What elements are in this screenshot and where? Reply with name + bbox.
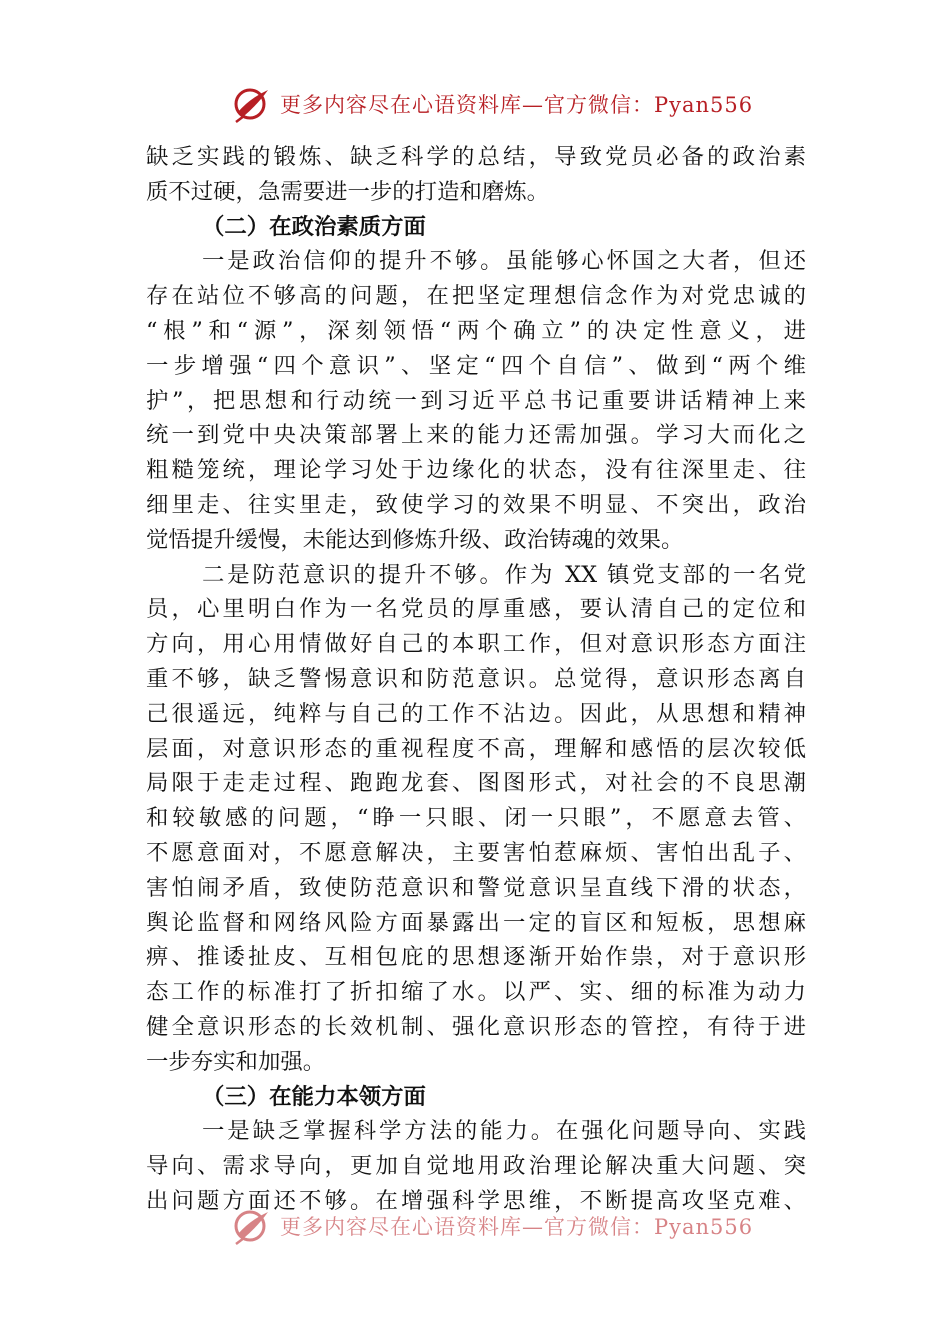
text-line: 员，心里明白作为一名党员的厚重感，要认清自己的定位和 [146,596,806,623]
text-line: 二是防范意识的提升不够。作为 XX 镇党支部的一名党 [202,561,806,588]
pen-logo-icon [230,1204,274,1248]
section-heading: （三）在能力本领方面 [202,1083,426,1110]
text-line: 粗糙笼统，理论学习处于边缘化的状态，没有往深里走、往 [146,457,806,484]
text-line: 层面，对意识形态的重视程度不高，理解和感悟的层次较低 [146,735,806,762]
text-line: 态工作的标准打了折扣缩了水。以严、实、细的标准为动力 [146,979,806,1006]
text-line: 一是缺乏掌握科学方法的能力。在强化问题导向、实践 [202,1118,806,1145]
text-line: 导向、需求导向，更加自觉地用政治理论解决重大问题、突 [146,1153,806,1180]
text-line: 存在站位不够高的问题，在把坚定理想信念作为对党忠诚的 [146,283,806,310]
text-line: 缺乏实践的锻炼、缺乏科学的总结，导致党员必备的政治素 [146,144,806,170]
section-heading: （二）在政治素质方面 [202,213,426,240]
text-line: 一步增强“四个意识”、坚定“四个自信”、做到“两个维 [146,352,806,379]
text-line: 痹、推诿扯皮、互相包庇的思想逐渐开始作祟，对于意识形 [146,944,806,971]
text-line: 细里走、往实里走，致使学习的效果不明显、不突出，政治 [146,491,806,518]
text-line: 一步夯实和加强。 [146,1048,326,1075]
pen-logo-icon [230,82,274,126]
text-line: 舆论监督和网络风险方面暴露出一定的盲区和短板，思想麻 [146,909,806,936]
text-line: 局限于走走过程、跑跑龙套、图图形式，对社会的不良思潮 [146,770,806,797]
text-line: 重不够，缺乏警惕意识和防范意识。总觉得，意识形态离自 [146,665,806,692]
text-line: “根”和“源”，深刻领悟“两个确立”的决定性意义，进 [146,317,806,344]
header-watermark-banner [230,82,754,126]
text-line: 觉悟提升缓慢，未能达到修炼升级、政治铸魂的效果。 [146,526,684,553]
banner-text: 更多内容尽在心语资料库—官方微信：Pyan556 [280,1215,754,1239]
text-line: 方向，用心用情做好自己的本职工作，但对意识形态方面注 [146,631,806,658]
banner-text: 更多内容尽在心语资料库—官方微信：Pyan556 [280,93,754,117]
text-line: 出问题方面还不够。在增强科学思维，不断提高攻坚克难、 [146,1187,806,1214]
text-line: 害怕闹矛盾，致使防范意识和警觉意识呈直线下滑的状态， [146,874,806,901]
text-line: 质不过硬，急需要进一步的打造和磨炼。 [146,178,550,205]
text-line: 不愿意面对，不愿意解决，主要害怕惹麻烦、害怕出乱子、 [146,839,806,866]
footer-watermark-banner [230,1204,754,1248]
text-line: 己很遥远，纯粹与自己的工作不沾边。因此，从思想和精神 [146,700,806,727]
text-line: 统一到党中央决策部署上来的能力还需加强。学习大而化之 [146,422,806,449]
text-line: 健全意识形态的长效机制、强化意识形态的管控，有待于进 [146,1013,806,1040]
text-line: 和较敏感的问题，“睁一只眼、闭一只眼”，不愿意去管、 [146,805,806,832]
document-body [146,140,806,1219]
text-line: 一是政治信仰的提升不够。虽能够心怀国之大者，但还 [202,248,806,275]
text-line: 护”，把思想和行动统一到习近平总书记重要讲话精神上来 [146,387,806,414]
